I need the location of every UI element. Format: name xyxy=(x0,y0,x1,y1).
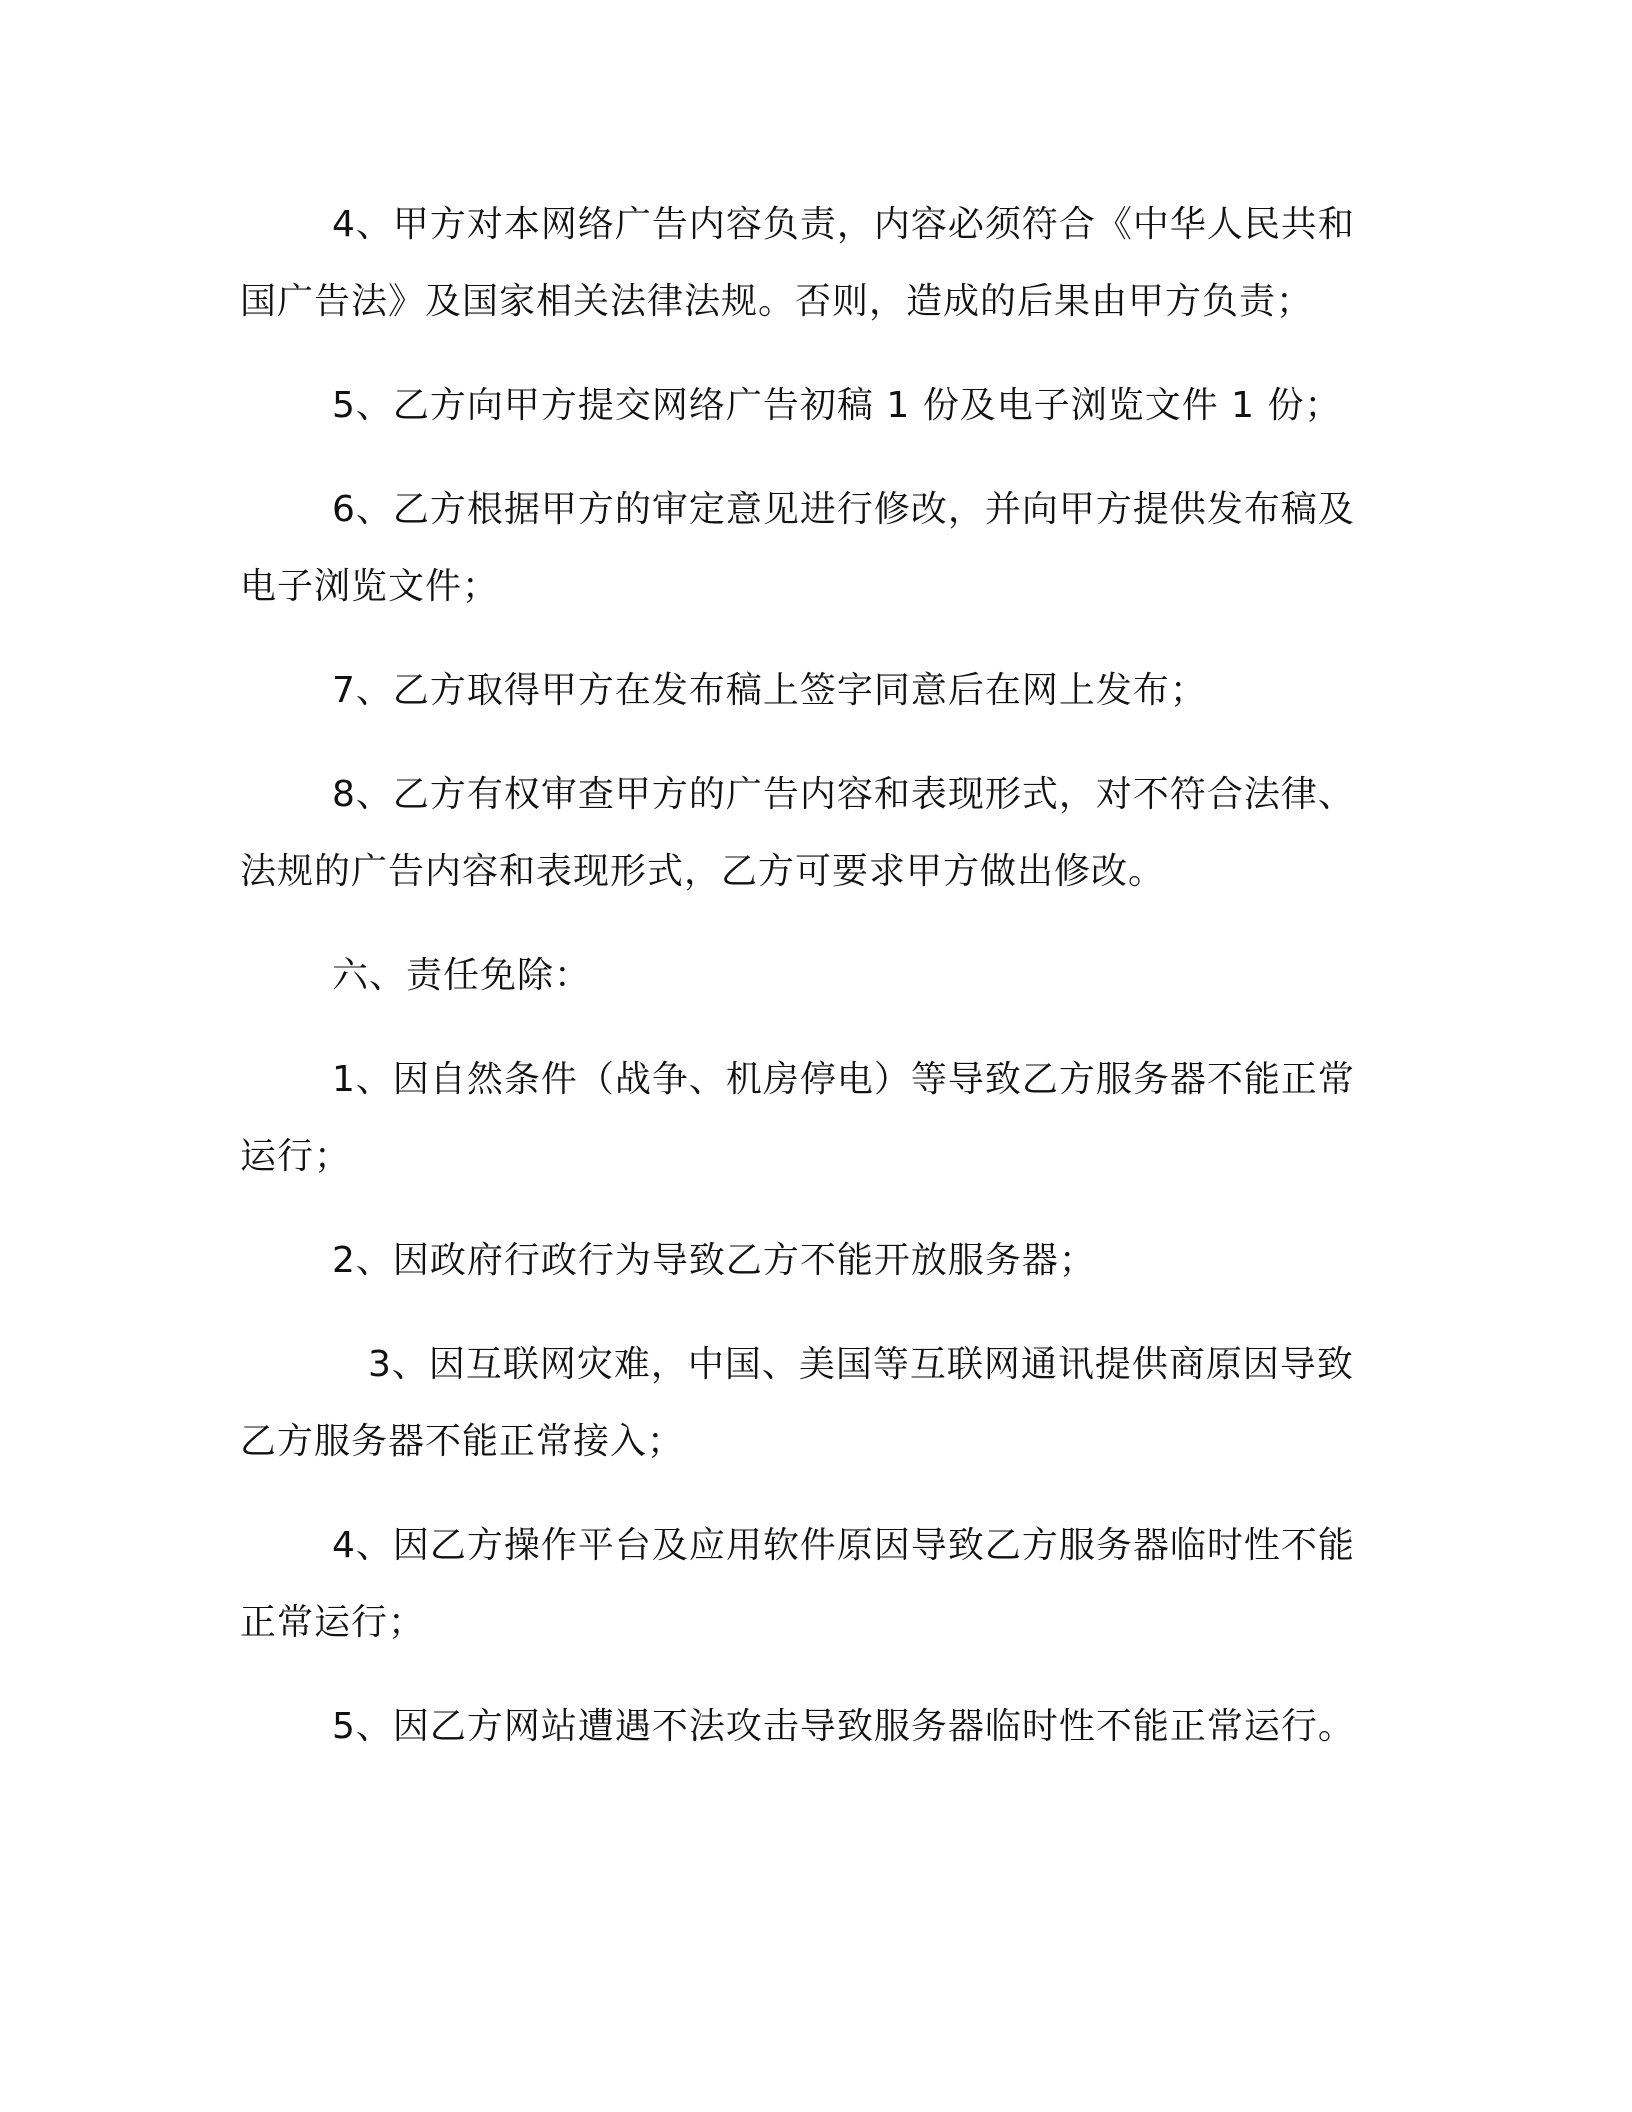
exemption-3-paragraph: 3、因互联网灾难，中国、美国等互联网通讯提供商原因导致乙方服务器不能正常接入； xyxy=(240,1344,1354,1462)
document-body xyxy=(240,186,1360,1792)
exemption-4-paragraph: 4、因乙方操作平台及应用软件原因导致乙方服务器临时性不能正常运行； xyxy=(240,1525,1355,1643)
exemption-5-paragraph: 5、因乙方网站遭遇不法攻击导致服务器临时性不能正常运行。 xyxy=(332,1706,1355,1747)
clause-4-paragraph: 4、甲方对本网络广告内容负责，内容必须符合《中华人民共和国广告法》及国家相关法律法规。否则，造成的后果由甲方负责； xyxy=(240,204,1355,322)
exemption-1-paragraph: 1、因自然条件（战争、机房停电）等导致乙方服务器不能正常运行； xyxy=(240,1059,1355,1177)
clause-5-paragraph: 5、乙方向甲方提交网络广告初稿 1 份及电子浏览文件 1 份； xyxy=(332,385,1342,426)
section-heading-liability-exemption: 六、责任免除： xyxy=(332,955,592,996)
exemption-2-paragraph: 2、因政府行政行为导致乙方不能开放服务器； xyxy=(332,1240,1096,1281)
clause-8-paragraph: 8、乙方有权审查甲方的广告内容和表现形式，对不符合法律、法规的广告内容和表现形式，乙方可要求甲方做出修改。 xyxy=(240,774,1355,892)
clause-6-paragraph: 6、乙方根据甲方的审定意见进行修改，并向甲方提供发布稿及电子浏览文件； xyxy=(240,489,1355,607)
clause-7-paragraph: 7、乙方取得甲方在发布稿上签字同意后在网上发布； xyxy=(332,670,1207,711)
